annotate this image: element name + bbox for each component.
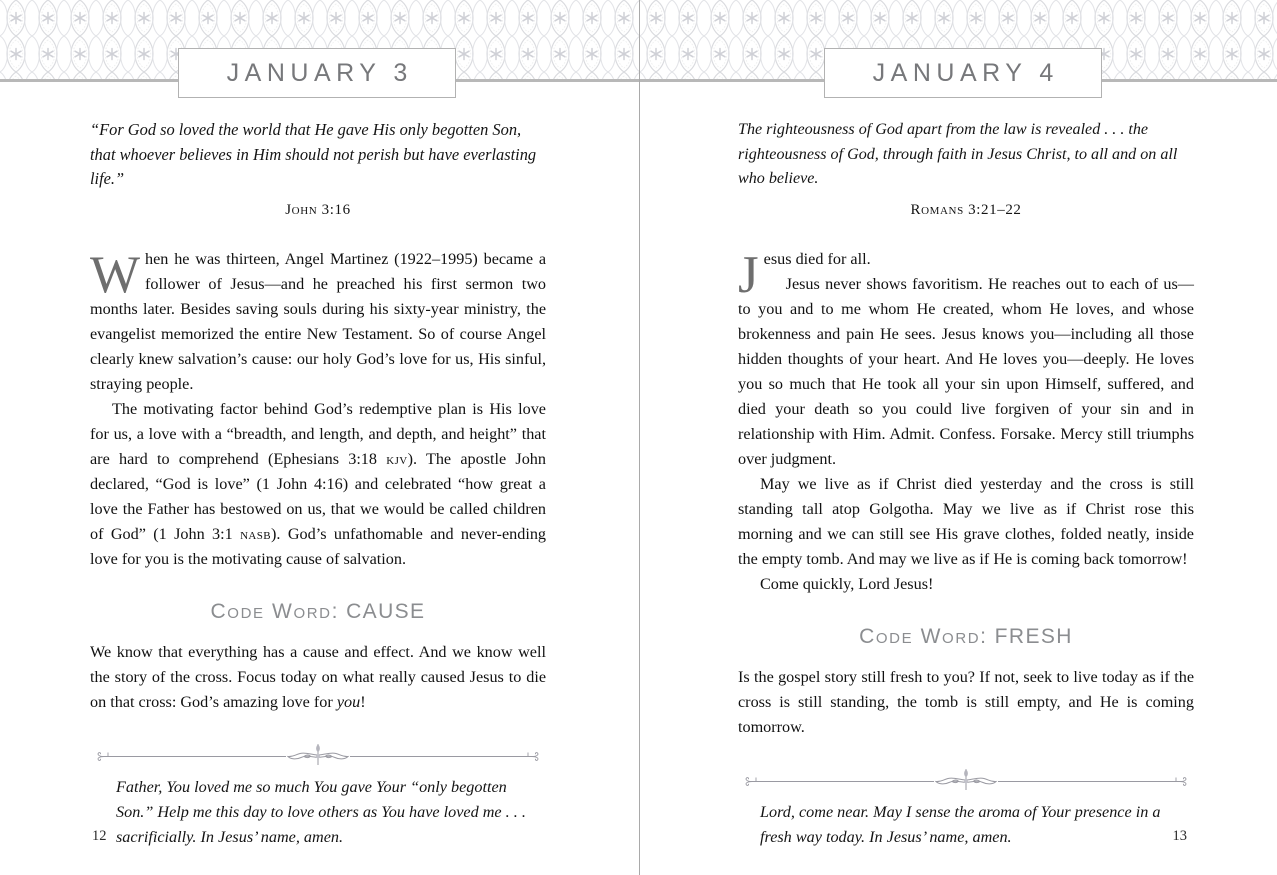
scripture-reference-left: John 3:16 bbox=[285, 201, 351, 218]
text-column-right bbox=[738, 118, 1194, 850]
book-spine-divider bbox=[639, 0, 640, 875]
body-paragraph: Jesus died for all. bbox=[738, 245, 871, 304]
ornament-divider-right bbox=[738, 766, 1194, 792]
code-word-label: Code Word: bbox=[210, 599, 340, 623]
devotional-body-left bbox=[90, 247, 546, 572]
scripture-quote-right: The righteousness of God apart from the law is revealed . . . the righteousness of God, through faith in Jesus Christ, to all and on all who believe. bbox=[738, 121, 1178, 188]
body-paragraph: When he was thirteen, Angel Martinez (1922–1995) became a follower of Jesus—and he preached his first sermon two months later. Besides saving souls during his sixty-year ministry, the evangelist memorized the entire New Testament. So of course Angel clearly knew salvation’s cause: our holy God’s love for us, His sinful, straying people. bbox=[90, 245, 546, 393]
date-heading-left: JANUARY 3 bbox=[226, 58, 413, 87]
body-paragraph: May we live as if Christ died yesterday and the cross is still standing tall atop Golgotha. May we live as if Christ rose this morning and we can still see His grave clothes, folded neatly, inside the empty tomb. And may we live as if He is coming back tomorrow! bbox=[738, 474, 1194, 568]
right-page bbox=[638, 0, 1277, 875]
date-plate-left bbox=[178, 48, 456, 98]
date-plate-right bbox=[824, 48, 1102, 98]
body-paragraph: Come quickly, Lord Jesus! bbox=[760, 574, 934, 593]
code-word-label: Code Word: bbox=[859, 624, 988, 648]
scripture-reference-right: Romans 3:21–22 bbox=[910, 201, 1022, 218]
fleuron-divider-ornament-icon bbox=[738, 766, 1194, 792]
scripture-quote-left: “For God so loved the world that He gave His only begotten Son, that whoever believes in Him should not perish but have everlasting life.” bbox=[90, 120, 537, 189]
ornament-divider-left bbox=[90, 741, 546, 767]
date-heading-right: JANUARY 4 bbox=[872, 58, 1059, 87]
code-word-body-right: Is the gospel story still fresh to you? If not, seek to live today as if the cross is still standing, the tomb is still empty, and He is coming tomorrow. bbox=[738, 667, 1194, 736]
body-paragraph: The motivating factor behind God’s redemptive plan is His love for us, a love with a “breadth, and length, and depth, and height” that are hard to comprehend (Ephesians 3:18 kjv). The apostle John declared, “God is love” (1 John 4:16) and celebrated “how great a love the Father has bestowed on us, that we would be called children of God” (1 John 3:1 nasb). God’s unfathomable and never-ending love for you is the motivating cause of salvation. bbox=[90, 399, 547, 568]
code-word-heading-left bbox=[90, 600, 546, 624]
code-word-body-left: We know that everything has a cause and effect. And we know well the story of the cross. Focus today on what really caused Jesus to die on that cross: God’s amazing love for you! bbox=[90, 642, 546, 711]
body-paragraph: Jesus never shows favoritism. He reaches out to each of us—to you and to me whom He created, whom He loves, and whose brokenness and pain He sees. Jesus knows you—including all those hidden thoughts of your heart. And He loves you—deeply. He loves you so much that He took all your sin upon Himself, suffered, and died your death so you could live forgiven of your sin and in relationship with Him. Admit. Confess. Forsake. Mercy still triumphs over judgment. bbox=[738, 274, 1194, 468]
page-number-left: 12 bbox=[92, 828, 107, 844]
fleuron-divider-ornament-icon bbox=[90, 741, 546, 767]
code-word-value: CAUSE bbox=[346, 599, 426, 623]
text-column-left bbox=[90, 118, 546, 850]
prayer-text-right: Lord, come near. May I sense the aroma of Your presence in a fresh way today. In Jesus’ name, amen. bbox=[760, 802, 1161, 846]
devotional-body-right bbox=[738, 247, 1194, 597]
prayer-text-left: Father, You loved me so much You gave Your “only begotten Son.” Help me this day to love others as You have loved me . . . sacrificially. In Jesus’ name, amen. bbox=[116, 777, 526, 846]
code-word-value: FRESH bbox=[994, 624, 1073, 648]
page-number-right: 13 bbox=[1172, 828, 1187, 844]
code-word-heading-right bbox=[738, 625, 1194, 649]
